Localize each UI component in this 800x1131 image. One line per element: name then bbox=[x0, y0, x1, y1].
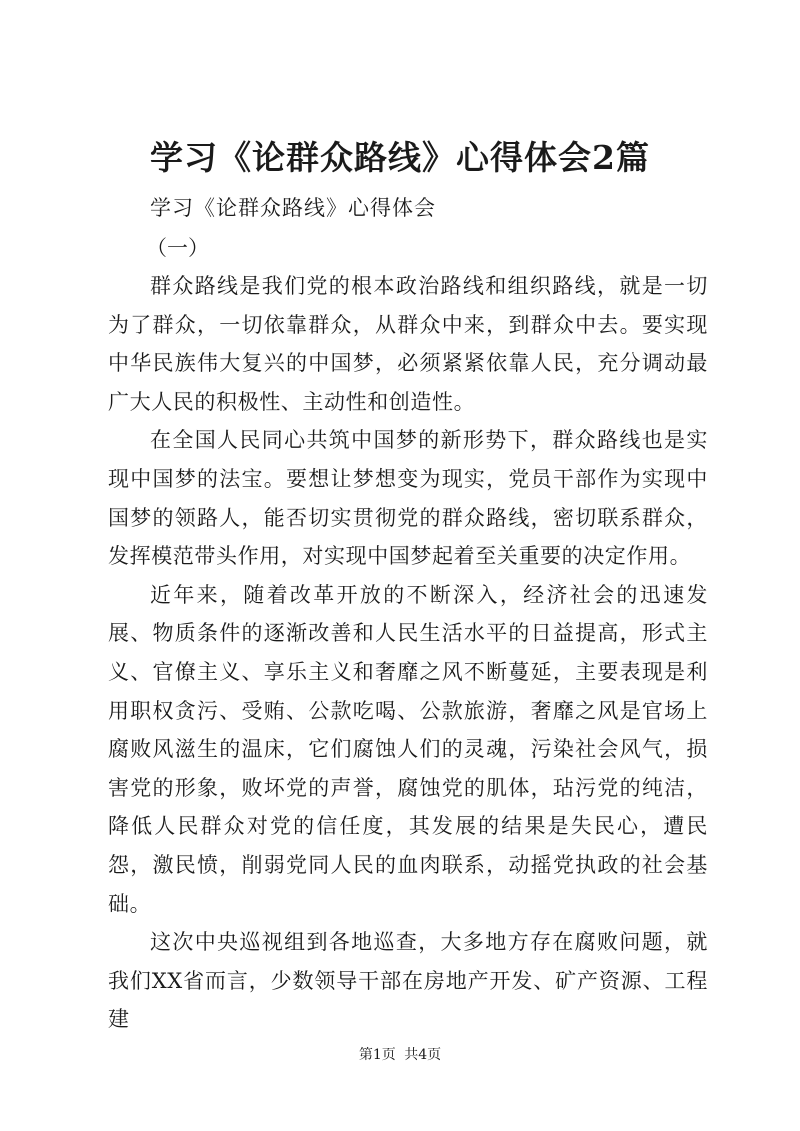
body-text bbox=[108, 267, 708, 1039]
paragraph: 群众路线是我们党的根本政治路线和组织路线，就是一切为了群众，一切依靠群众，从群众中来，到群众中去。要实现中华民族伟大复兴的中国梦，必须紧紧依靠人民，充分调动最广大人民的积极性、主动性和创造性。 bbox=[108, 274, 708, 414]
page-title: 学习《论群众路线》心得体会2篇 bbox=[150, 138, 650, 177]
page-number: 第1页 bbox=[358, 1047, 396, 1063]
page-total: 共4页 bbox=[404, 1047, 442, 1063]
section-number: （一） bbox=[146, 236, 209, 260]
paragraph: 在全国人民同心共筑中国梦的新形势下，群众路线也是实现中国梦的法宝。要想让梦想变为现实，党员干部作为实现中国梦的领路人，能否切实贯彻党的群众路线，密切联系群众，发挥模范带头作用，对实现中国梦起着至关重要的决定作用。 bbox=[108, 428, 708, 569]
document-subtitle: 学习《论群众路线》心得体会 bbox=[150, 196, 436, 220]
paragraph: 近年来，随着改革开放的不断深入，经济社会的迅速发展、物质条件的逐渐改善和人民生活水平的日益提高，形式主义、官僚主义、享乐主义和奢靡之风不断蔓延，主要表现是利用职权贪污、受贿、公款吃喝、公款旅游，奢靡之风是官场上腐败风滋生的温床，它们腐蚀人们的灵魂，污染社会风气，损害党的形象，败坏党的声誉，腐蚀党的肌体，玷污党的纯洁，降低人民群众对党的信任度，其发展的结果是失民心，遭民怨，激民愤，削弱党同人民的血肉联系，动摇党执政的社会基础。 bbox=[108, 582, 708, 916]
page-footer bbox=[0, 1044, 800, 1064]
paragraph: 这次中央巡视组到各地巡查，大多地方存在腐败问题，就我们XX省而言，少数领导干部在房地产开发、矿产资源、工程建 bbox=[108, 930, 708, 1032]
